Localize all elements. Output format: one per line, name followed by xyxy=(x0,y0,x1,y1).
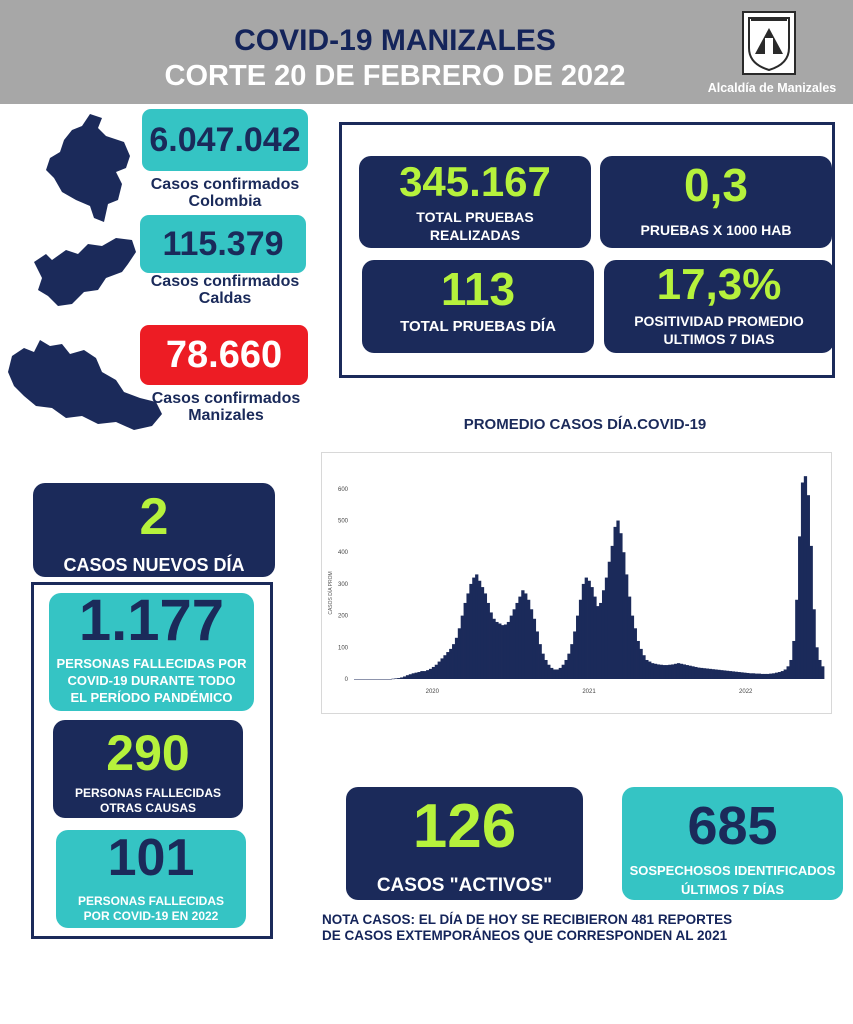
page-title: COVID-19 MANIZALES xyxy=(234,24,556,57)
chart-bar xyxy=(686,665,689,679)
chart-bar xyxy=(420,671,423,679)
chart-bar xyxy=(466,593,469,679)
chart-bar xyxy=(449,649,452,679)
chart-bar xyxy=(625,574,628,679)
tests-panel xyxy=(339,122,835,378)
y-tick-label: 600 xyxy=(337,486,348,493)
y-tick-label: 500 xyxy=(337,518,348,525)
chart-bar xyxy=(608,562,611,679)
chart-bar xyxy=(357,679,360,680)
label-line: SOSPECHOSOS IDENTIFICADOS xyxy=(629,863,836,878)
chart-bar xyxy=(697,668,700,679)
chart-bar xyxy=(441,658,444,679)
chart-bar xyxy=(501,625,504,679)
chart-bar xyxy=(631,616,634,679)
chart-bar xyxy=(703,668,706,679)
chart-bar xyxy=(386,679,389,680)
note-line: DE CASOS EXTEMPORÁNEOS QUE CORRESPONDEN AL 2021 xyxy=(322,928,728,943)
active-cases-value: 126 xyxy=(412,792,517,861)
chart-bar xyxy=(510,616,513,679)
y-tick-label: 400 xyxy=(337,550,348,557)
chart-bar xyxy=(766,674,769,679)
chart-bar xyxy=(726,671,729,679)
page-subtitle: CORTE 20 DE FEBRERO DE 2022 xyxy=(164,60,626,92)
chart-bar xyxy=(360,679,363,680)
chart-bar xyxy=(475,574,478,679)
chart-bar xyxy=(562,665,565,679)
chart-bar xyxy=(738,672,741,679)
chart-bar xyxy=(507,622,510,679)
chart-bar xyxy=(576,616,579,679)
chart-bar xyxy=(657,664,660,679)
chart-bar xyxy=(417,672,420,679)
y-tick-label: 0 xyxy=(344,677,348,683)
chart-bar xyxy=(443,655,446,679)
chart-bar xyxy=(671,664,674,679)
chart-bar xyxy=(769,674,772,679)
chart-bar xyxy=(781,671,784,679)
tests-per-1000-label: PRUEBAS X 1000 HAB xyxy=(640,222,792,238)
caption-line: Colombia xyxy=(188,193,262,210)
caption-line: Casos confirmados xyxy=(150,273,300,290)
chart-bar xyxy=(513,609,516,679)
chart-bar xyxy=(622,552,625,679)
chart-bar xyxy=(366,679,369,680)
chart-bar xyxy=(714,669,717,679)
chart-bar xyxy=(374,679,377,680)
chart-bar xyxy=(639,649,642,679)
positivity-value: 17,3% xyxy=(656,260,782,309)
chart-bar xyxy=(818,660,821,679)
active-cases-label: CASOS "ACTIVOS" xyxy=(376,875,553,896)
chart-bar xyxy=(735,672,738,679)
chart-bar xyxy=(740,672,743,679)
caldas-cases-value: 115.379 xyxy=(140,215,306,273)
chart-title: PROMEDIO CASOS DÍA.COVID-19 xyxy=(463,416,707,433)
chart-bar xyxy=(628,597,631,679)
chart-bar xyxy=(648,662,651,679)
chart-bar xyxy=(409,674,412,679)
chart-bar xyxy=(619,533,622,679)
chart-bar xyxy=(484,593,487,679)
chart-bar xyxy=(461,616,464,679)
chart-bar xyxy=(723,670,726,679)
logo-text: Alcaldía de Manizales xyxy=(707,81,837,95)
chart-bar xyxy=(541,654,544,679)
pandemic-deaths-card xyxy=(49,588,254,711)
chart-bar xyxy=(674,664,677,679)
chart-bar xyxy=(394,678,397,679)
caption-line: Caldas xyxy=(198,290,252,307)
chart-bar xyxy=(599,603,602,679)
label-line: ULTIMOS 7 DIAS xyxy=(663,331,775,347)
chart-bar xyxy=(804,476,807,679)
chart-bar xyxy=(812,609,815,679)
chart-bar xyxy=(778,672,781,679)
chart-bar xyxy=(550,668,553,679)
chart-bar xyxy=(464,603,467,679)
chart-bar xyxy=(616,521,619,679)
city-shield-logo xyxy=(741,10,797,76)
chart-bar xyxy=(680,664,683,679)
chart-bar xyxy=(403,676,406,679)
chart-bar xyxy=(746,673,749,679)
chart-bar xyxy=(752,673,755,679)
chart-bar xyxy=(504,624,507,679)
deaths-panel xyxy=(31,582,273,939)
chart-bar xyxy=(573,631,576,679)
chart-bar xyxy=(611,546,614,679)
x-tick-label: 2020 xyxy=(425,689,439,695)
caldas-map-icon xyxy=(32,232,138,310)
chart-bar xyxy=(717,670,720,679)
chart-bar xyxy=(807,495,810,679)
chart-bar xyxy=(787,666,790,679)
other-deaths-label xyxy=(53,786,243,816)
chart-bar xyxy=(412,673,415,679)
positivity-card xyxy=(604,260,834,353)
y-tick-label: 100 xyxy=(337,645,348,652)
chart-bar xyxy=(582,584,585,679)
x-tick-label: 2022 xyxy=(739,689,753,695)
chart-bar xyxy=(435,665,438,679)
suspects-value: 685 xyxy=(687,796,778,856)
new-cases-label: CASOS NUEVOS DÍA xyxy=(63,555,245,575)
label-line: EL PERÍODO PANDÉMICO xyxy=(70,690,233,705)
tests-per-1000-value: 0,3 xyxy=(684,159,748,211)
deaths-2022-label xyxy=(56,894,246,924)
chart-bar xyxy=(547,665,550,679)
chart-bar xyxy=(527,600,530,679)
suspects-label xyxy=(622,861,843,899)
chart-bar xyxy=(397,678,400,679)
chart-bar xyxy=(478,581,481,679)
note-line: NOTA CASOS: EL DÍA DE HOY SE RECIBIERON 481 REPORTES xyxy=(322,912,733,927)
chart-bar xyxy=(559,668,562,679)
chart-bar xyxy=(455,638,458,679)
chart-bar xyxy=(521,590,524,679)
x-tick-label: 2021 xyxy=(582,689,596,695)
chart-bar xyxy=(556,669,559,679)
chart-bar xyxy=(536,631,539,679)
chart-bar xyxy=(469,584,472,679)
chart-bar xyxy=(377,679,380,680)
chart-bar xyxy=(363,679,366,680)
chart-bar xyxy=(749,673,752,679)
chart-bar xyxy=(533,619,536,679)
manizales-cases-value: 78.660 xyxy=(140,325,308,385)
chart-bar xyxy=(380,679,383,680)
chart-y-axis-label: CASOS DÍA PROM xyxy=(328,571,334,615)
new-cases-value: 2 xyxy=(139,488,169,546)
chart-bar xyxy=(660,665,663,679)
tests-day-label: TOTAL PRUEBAS DÍA xyxy=(400,318,556,335)
caldas-cases-caption xyxy=(132,273,318,307)
chart-bar xyxy=(691,666,694,679)
label-line: PERSONAS FALLECIDAS xyxy=(77,894,224,908)
chart-bar xyxy=(651,663,654,679)
pandemic-deaths-value: 1.177 xyxy=(78,588,225,653)
chart-bar xyxy=(515,603,518,679)
chart-bar xyxy=(371,679,374,680)
total-tests-card xyxy=(359,156,591,248)
chart-bar xyxy=(815,647,818,679)
chart-bar xyxy=(438,662,441,679)
new-cases-card xyxy=(33,483,275,577)
chart-bar xyxy=(588,581,591,679)
suspects-card xyxy=(622,787,843,900)
chart-bar xyxy=(495,622,498,679)
chart-bar xyxy=(694,667,697,679)
chart-bar xyxy=(637,641,640,679)
active-cases-card xyxy=(346,787,583,900)
other-deaths-value: 290 xyxy=(106,725,190,781)
caption-line: Casos confirmados xyxy=(150,176,300,193)
caption-line: Casos confirmados xyxy=(151,390,301,407)
chart-bar xyxy=(795,600,798,679)
chart-bar xyxy=(605,578,608,679)
deaths-2022-card xyxy=(56,830,246,928)
label-line: TOTAL PRUEBAS xyxy=(416,209,534,225)
y-tick-label: 200 xyxy=(337,613,348,620)
label-line: ÚLTIMOS 7 DÍAS xyxy=(680,882,785,897)
chart-plot xyxy=(322,453,831,713)
chart-bar xyxy=(784,669,787,679)
chart-bar xyxy=(391,679,394,680)
chart-bar xyxy=(579,600,582,679)
y-tick-label: 300 xyxy=(337,581,348,588)
chart-bar xyxy=(406,675,409,679)
chart-bar xyxy=(758,674,761,679)
chart-bar xyxy=(524,593,527,679)
label-line: REALIZADAS xyxy=(429,227,521,243)
positivity-label xyxy=(604,312,834,348)
chart-bar xyxy=(567,654,570,679)
label-line: POR COVID-19 EN 2022 xyxy=(83,909,219,923)
chart-bar xyxy=(585,578,588,679)
colombia-map-icon xyxy=(42,112,132,226)
chart-bar xyxy=(688,666,691,679)
chart-bar xyxy=(706,669,709,679)
chart-bar xyxy=(729,671,732,679)
chart-bar xyxy=(665,665,668,679)
chart-bar xyxy=(432,667,435,679)
chart-bar xyxy=(775,673,778,679)
cases-note xyxy=(322,912,842,944)
caption-line: Manizales xyxy=(188,407,264,424)
label-line: POSITIVIDAD PROMEDIO xyxy=(634,313,804,329)
label-line: PERSONAS FALLECIDAS POR xyxy=(56,656,247,671)
chart-bar xyxy=(423,671,426,679)
chart-bar xyxy=(712,669,715,679)
chart-bar xyxy=(458,628,461,679)
chart-bar xyxy=(602,590,605,679)
chart-bar xyxy=(553,669,556,679)
chart-bar xyxy=(446,652,449,679)
chart-bar xyxy=(772,673,775,679)
manizales-cases-caption xyxy=(134,390,318,424)
daily-cases-chart xyxy=(321,452,832,714)
chart-bar xyxy=(700,668,703,679)
chart-bar xyxy=(415,673,418,679)
label-line: OTRAS CAUSAS xyxy=(99,801,196,815)
chart-bar xyxy=(596,606,599,679)
chart-bar xyxy=(821,666,824,679)
chart-bar xyxy=(544,660,547,679)
colombia-cases-value: 6.047.042 xyxy=(142,109,308,171)
total-tests-label xyxy=(359,208,591,244)
label-line: COVID-19 DURANTE TODO xyxy=(67,673,236,688)
chart-bar xyxy=(492,619,495,679)
chart-bar xyxy=(400,677,403,679)
chart-bar xyxy=(761,674,764,679)
chart-bar xyxy=(426,670,429,679)
chart-bar xyxy=(792,641,795,679)
chart-bar xyxy=(472,578,475,679)
chart-bar xyxy=(755,674,758,679)
chart-bar xyxy=(570,644,573,679)
chart-bar xyxy=(709,669,712,679)
chart-bar xyxy=(481,587,484,679)
chart-bar xyxy=(763,674,766,679)
chart-bar xyxy=(720,670,723,679)
chart-bar xyxy=(429,669,432,679)
chart-bar xyxy=(590,587,593,679)
tests-day-card xyxy=(362,260,594,353)
chart-bar xyxy=(789,660,792,679)
chart-bar xyxy=(642,655,645,679)
other-deaths-card xyxy=(53,720,243,818)
chart-bar xyxy=(645,660,648,679)
chart-bar xyxy=(452,644,455,679)
chart-bar xyxy=(368,679,371,680)
chart-bar xyxy=(593,597,596,679)
chart-bar xyxy=(498,624,501,679)
chart-bar xyxy=(663,665,666,679)
deaths-2022-value: 101 xyxy=(107,829,195,887)
chart-bar xyxy=(389,679,392,680)
chart-bar xyxy=(564,660,567,679)
chart-bar xyxy=(634,628,637,679)
chart-bar xyxy=(487,603,490,679)
label-line: PERSONAS FALLECIDAS xyxy=(74,786,221,800)
chart-bar xyxy=(530,609,533,679)
chart-bar xyxy=(490,612,493,679)
chart-bar xyxy=(801,483,804,679)
chart-bar xyxy=(743,673,746,679)
chart-bar xyxy=(798,536,801,679)
tests-day-value: 113 xyxy=(440,263,516,315)
chart-bar xyxy=(810,546,813,679)
chart-bar xyxy=(354,679,357,680)
tests-per-1000-card xyxy=(600,156,832,248)
chart-bar xyxy=(677,663,680,679)
total-tests-value: 345.167 xyxy=(399,158,551,205)
header-banner xyxy=(0,0,853,104)
colombia-cases-caption xyxy=(132,176,318,210)
chart-bar xyxy=(383,679,386,680)
chart-bar xyxy=(539,644,542,679)
chart-bar xyxy=(518,597,521,679)
pandemic-deaths-label xyxy=(49,655,254,706)
chart-bar xyxy=(732,671,735,679)
chart-bar xyxy=(683,664,686,679)
chart-bar xyxy=(614,527,617,679)
chart-bar xyxy=(654,664,657,679)
chart-bar xyxy=(668,665,671,679)
